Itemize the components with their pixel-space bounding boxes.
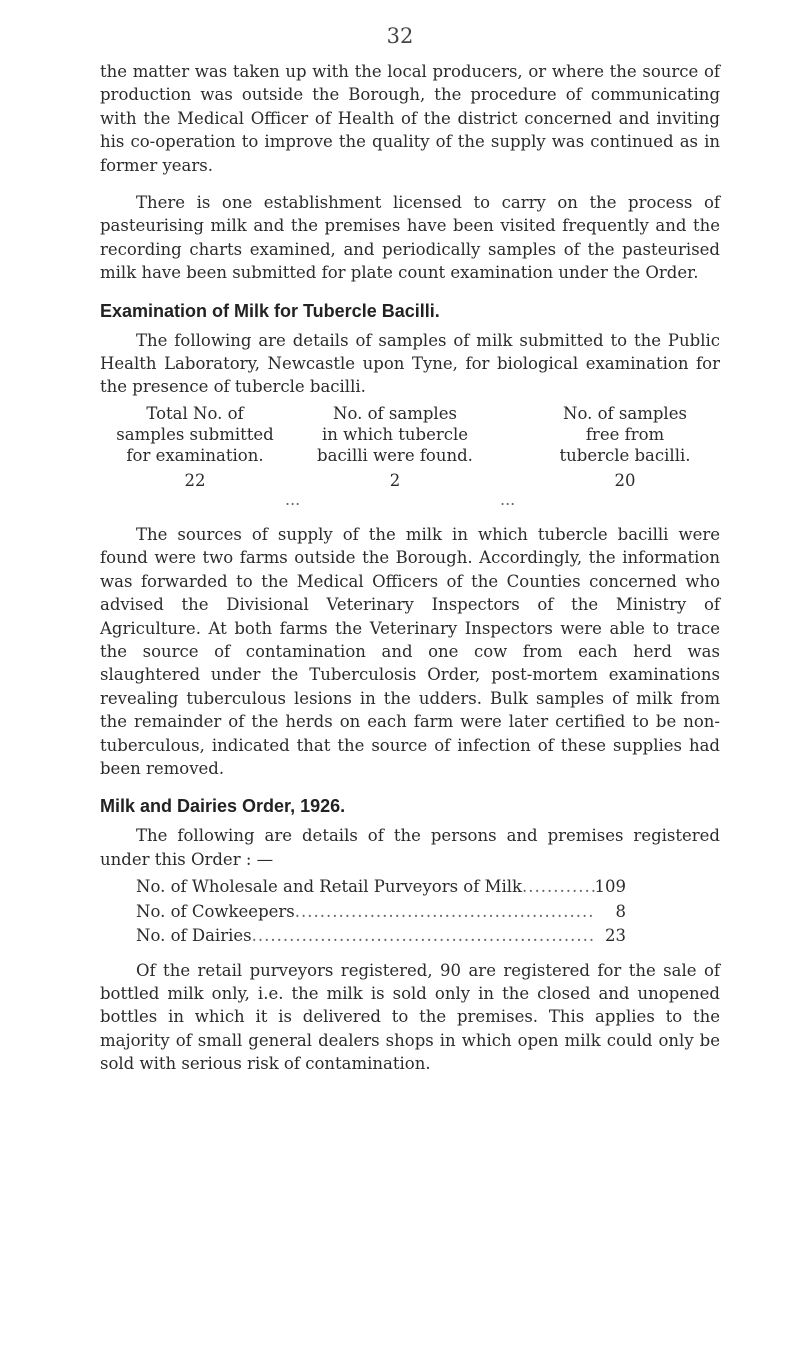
registry-list: [136, 875, 720, 949]
registry-value: 8: [615, 901, 626, 921]
column-header-line: Total No. of: [146, 403, 244, 423]
table-column-found: [305, 403, 485, 491]
paragraph-registered-intro: The following are details of the persons and premises registered under this Order : —: [100, 826, 720, 869]
column-header-line: tubercle bacilli.: [559, 445, 691, 465]
table-value-found: 2: [389, 470, 401, 490]
registry-row-cowkeepers: [136, 900, 626, 925]
registry-row-dairies: [136, 924, 626, 949]
table-separator: ...: [500, 489, 516, 509]
page-number: 32: [386, 24, 414, 48]
paragraph-sources: The sources of supply of the milk in which tubercle bacilli were found were two farms outside the Borough. Accordingly, the information was forwarded to the Medical Officers of the Counties concerned who advised the Divisional Veterinary Inspectors of the Ministry of Agriculture. At both farms the Veterinary Inspectors were able to trace the source of contamination and one cow from each herd was slaughtered under the Tuberculosis Order, post-mortem examinations revealing tuberculous lesions in the udders. Bulk samples of milk from the remainder of the herds on each farm were later certified to be non-tuberculous, indicated that the source of infection of these supplies had been removed.: [100, 524, 720, 778]
registry-row-purveyors: [136, 875, 626, 900]
column-header-line: bacilli were found.: [317, 445, 473, 465]
dot-leader: [295, 900, 596, 925]
paragraph-retail-purveyors: Of the retail purveyors registered, 90 are registered for the sale of bottled milk only, i.e. the milk is sold only in the closed and unopened bottles in which it is delivered to the premises. This applies to the majority of small general dealers shops in which open milk could only be sold with serious risk of contamination.: [100, 960, 720, 1074]
dot-leader: [252, 924, 596, 949]
column-header-line: for examination.: [126, 445, 264, 465]
heading-milk-dairies-order: Milk and Dairies Order, 1926.: [100, 796, 346, 817]
registry-label: No. of Cowkeepers: [136, 901, 295, 921]
paragraph-samples-intro: The following are details of samples of milk submitted to the Public Health Laboratory, Newcastle upon Tyne, for biological examination for the presence of tubercle bacilli.: [100, 330, 720, 397]
column-header-line: No. of samples: [333, 403, 457, 423]
table-value-submitted: 22: [184, 470, 206, 490]
samples-table: [100, 403, 720, 523]
table-column-free: [530, 403, 720, 491]
paragraph-continued: the matter was taken up with the local producers, or where the source of production was outside the Borough, the procedure of communicating with the Medical Officer of Health of the district concerned and inviting his co-operation to improve the quality of the supply was continued as in former years.: [100, 62, 720, 175]
registry-label: No. of Dairies: [136, 926, 252, 946]
column-header-line: samples submitted: [116, 424, 274, 444]
table-column-submitted: [100, 403, 290, 491]
paragraph-pasteurising: There is one establishment licensed to carry on the process of pasteurising milk and the premises have been visited frequently and the recording charts examined, and periodically samples of the pasteurised milk have been submitted for plate count examination under the Order.: [100, 193, 720, 283]
column-header-line: in which tubercle: [321, 424, 469, 444]
heading-tubercle-examination: Examination of Milk for Tubercle Bacilli.: [100, 300, 440, 321]
registry-value: 23: [605, 926, 626, 946]
table-value-free: 20: [614, 470, 636, 490]
column-header-line: No. of samples: [563, 403, 687, 423]
registry-value: 109: [594, 877, 626, 897]
table-separator: ...: [285, 489, 301, 509]
registry-label: No. of Wholesale and Retail Purveyors of Milk: [136, 877, 523, 897]
page-content: [100, 60, 720, 1076]
column-header-line: free from: [585, 424, 665, 444]
dot-leader: [522, 875, 594, 900]
